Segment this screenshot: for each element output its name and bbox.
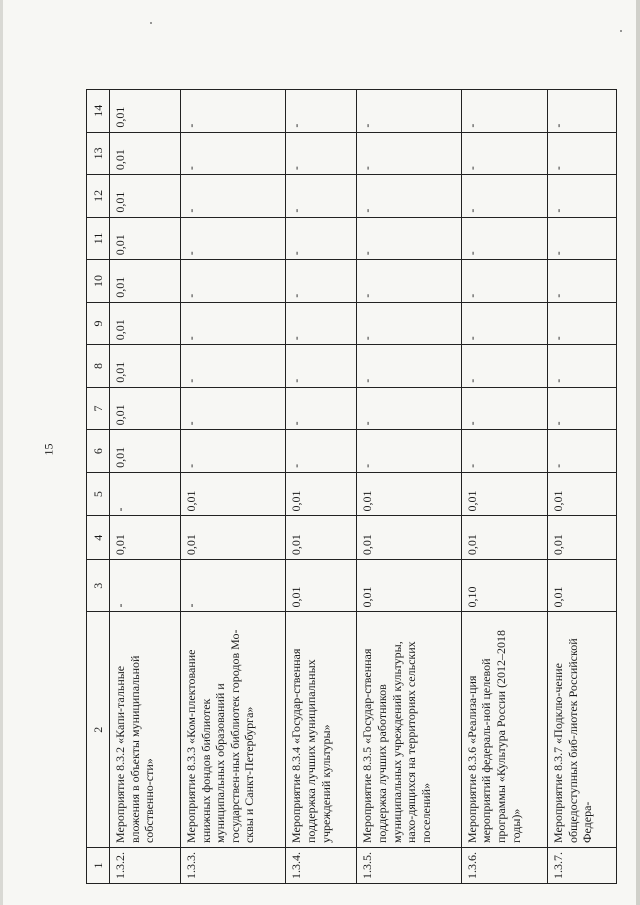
- value-cell: 0,01: [548, 516, 617, 560]
- header-row: [87, 90, 110, 884]
- value-cell: -: [180, 345, 285, 388]
- column-header: 9: [87, 302, 110, 345]
- value-cell: 0,01: [180, 472, 285, 516]
- value-cell: 0,01: [110, 345, 181, 388]
- value-cell: 0,01: [548, 472, 617, 516]
- value-cell: -: [180, 430, 285, 473]
- value-cell: -: [180, 387, 285, 430]
- value-cell: -: [180, 132, 285, 175]
- value-cell: -: [286, 132, 357, 175]
- value-cell: -: [461, 430, 547, 473]
- value-cell: -: [548, 90, 617, 133]
- column-header: 11: [87, 217, 110, 260]
- column-header: 5: [87, 472, 110, 516]
- value-cell: -: [548, 387, 617, 430]
- column-header: 12: [87, 175, 110, 218]
- column-header: 10: [87, 260, 110, 303]
- value-cell: 0,01: [110, 260, 181, 303]
- value-cell: -: [548, 430, 617, 473]
- table-row: [286, 90, 357, 884]
- value-cell: -: [461, 175, 547, 218]
- scan-speck: [620, 30, 622, 32]
- value-cell: -: [357, 302, 461, 345]
- row-name: Мероприятие 8.3.4 «Государ-ственная поддержка лучших муниципальных учреждений культуры»: [286, 612, 357, 848]
- value-cell: 0,01: [461, 472, 547, 516]
- value-cell: -: [548, 260, 617, 303]
- value-cell: -: [357, 132, 461, 175]
- value-cell: 0,01: [110, 516, 181, 560]
- value-cell: 0,10: [461, 560, 547, 612]
- value-cell: -: [461, 345, 547, 388]
- value-cell: 0,01: [286, 516, 357, 560]
- value-cell: -: [357, 260, 461, 303]
- value-cell: -: [461, 302, 547, 345]
- value-cell: -: [180, 175, 285, 218]
- value-cell: 0,01: [110, 430, 181, 473]
- value-cell: -: [110, 560, 181, 612]
- value-cell: 0,01: [110, 90, 181, 133]
- row-code: 1.3.7.: [548, 848, 617, 884]
- value-cell: 0,01: [286, 472, 357, 516]
- scan-edge-right: [636, 0, 640, 905]
- column-header: 1: [87, 848, 110, 884]
- row-code: 1.3.5.: [357, 848, 461, 884]
- value-cell: -: [548, 302, 617, 345]
- value-cell: -: [548, 217, 617, 260]
- value-cell: -: [286, 90, 357, 133]
- value-cell: -: [461, 132, 547, 175]
- value-cell: -: [548, 345, 617, 388]
- value-cell: -: [180, 260, 285, 303]
- value-cell: -: [461, 387, 547, 430]
- value-cell: 0,01: [180, 516, 285, 560]
- value-cell: -: [357, 90, 461, 133]
- value-cell: 0,01: [110, 217, 181, 260]
- value-cell: 0,01: [110, 302, 181, 345]
- row-name: Мероприятие 8.3.6 «Реализа-ция мероприятий федераль-ной целевой программы «Культура России (2012–2018 годы)»: [461, 612, 547, 848]
- value-cell: 0,01: [357, 516, 461, 560]
- row-name: Мероприятие 8.3.5 «Государ-ственная поддержка лучших работников муниципальных учреждений культуры, нахо-дящихся на территориях сельских поселений»: [357, 612, 461, 848]
- value-cell: 0,01: [461, 516, 547, 560]
- table-container: [86, 89, 617, 884]
- row-code: 1.3.2.: [110, 848, 181, 884]
- table-row: [110, 90, 181, 884]
- value-cell: -: [286, 430, 357, 473]
- row-code: 1.3.4.: [286, 848, 357, 884]
- scan-speck: [150, 22, 152, 24]
- scan-edge-left: [0, 0, 3, 905]
- value-cell: 0,01: [357, 560, 461, 612]
- row-name: Мероприятие 8.3.3 «Ком-плектование книжных фондов библиотек муниципальных образований и государствен-ных библиотек городов Мо-сквы и Санкт-Петербурга»: [180, 612, 285, 848]
- value-cell: 0,01: [110, 175, 181, 218]
- value-cell: 0,01: [286, 560, 357, 612]
- table-row: [180, 90, 285, 884]
- table-row: [357, 90, 461, 884]
- column-header: 13: [87, 132, 110, 175]
- funding-table: [86, 89, 617, 884]
- value-cell: -: [286, 302, 357, 345]
- value-cell: -: [180, 90, 285, 133]
- column-header: 8: [87, 345, 110, 388]
- value-cell: -: [286, 345, 357, 388]
- value-cell: -: [357, 345, 461, 388]
- column-header: 7: [87, 387, 110, 430]
- value-cell: 0,01: [110, 132, 181, 175]
- value-cell: 0,01: [548, 560, 617, 612]
- value-cell: -: [357, 217, 461, 260]
- value-cell: -: [110, 472, 181, 516]
- row-code: 1.3.3.: [180, 848, 285, 884]
- column-header: 4: [87, 516, 110, 560]
- value-cell: -: [461, 217, 547, 260]
- column-header: 6: [87, 430, 110, 473]
- row-name: Мероприятие 8.3.2 «Капи-тальные вложения в объекты муниципальной собственно-сти»: [110, 612, 181, 848]
- value-cell: -: [286, 260, 357, 303]
- column-header: 3: [87, 560, 110, 612]
- table-row: [548, 90, 617, 884]
- value-cell: -: [180, 217, 285, 260]
- page-number: 15: [41, 443, 56, 456]
- row-code: 1.3.6.: [461, 848, 547, 884]
- value-cell: 0,01: [110, 387, 181, 430]
- value-cell: -: [461, 90, 547, 133]
- value-cell: -: [357, 387, 461, 430]
- value-cell: -: [286, 217, 357, 260]
- column-header: 2: [87, 612, 110, 848]
- row-name: Мероприятие 8.3.7 «Подклю-чение общедоступных биб-лиотек Российской Федера-: [548, 612, 617, 848]
- value-cell: -: [180, 302, 285, 345]
- value-cell: -: [286, 387, 357, 430]
- value-cell: -: [548, 132, 617, 175]
- table-row: [461, 90, 547, 884]
- value-cell: -: [548, 175, 617, 218]
- value-cell: 0,01: [357, 472, 461, 516]
- value-cell: -: [180, 560, 285, 612]
- column-header: 14: [87, 90, 110, 133]
- value-cell: -: [461, 260, 547, 303]
- value-cell: -: [357, 175, 461, 218]
- value-cell: -: [286, 175, 357, 218]
- value-cell: -: [357, 430, 461, 473]
